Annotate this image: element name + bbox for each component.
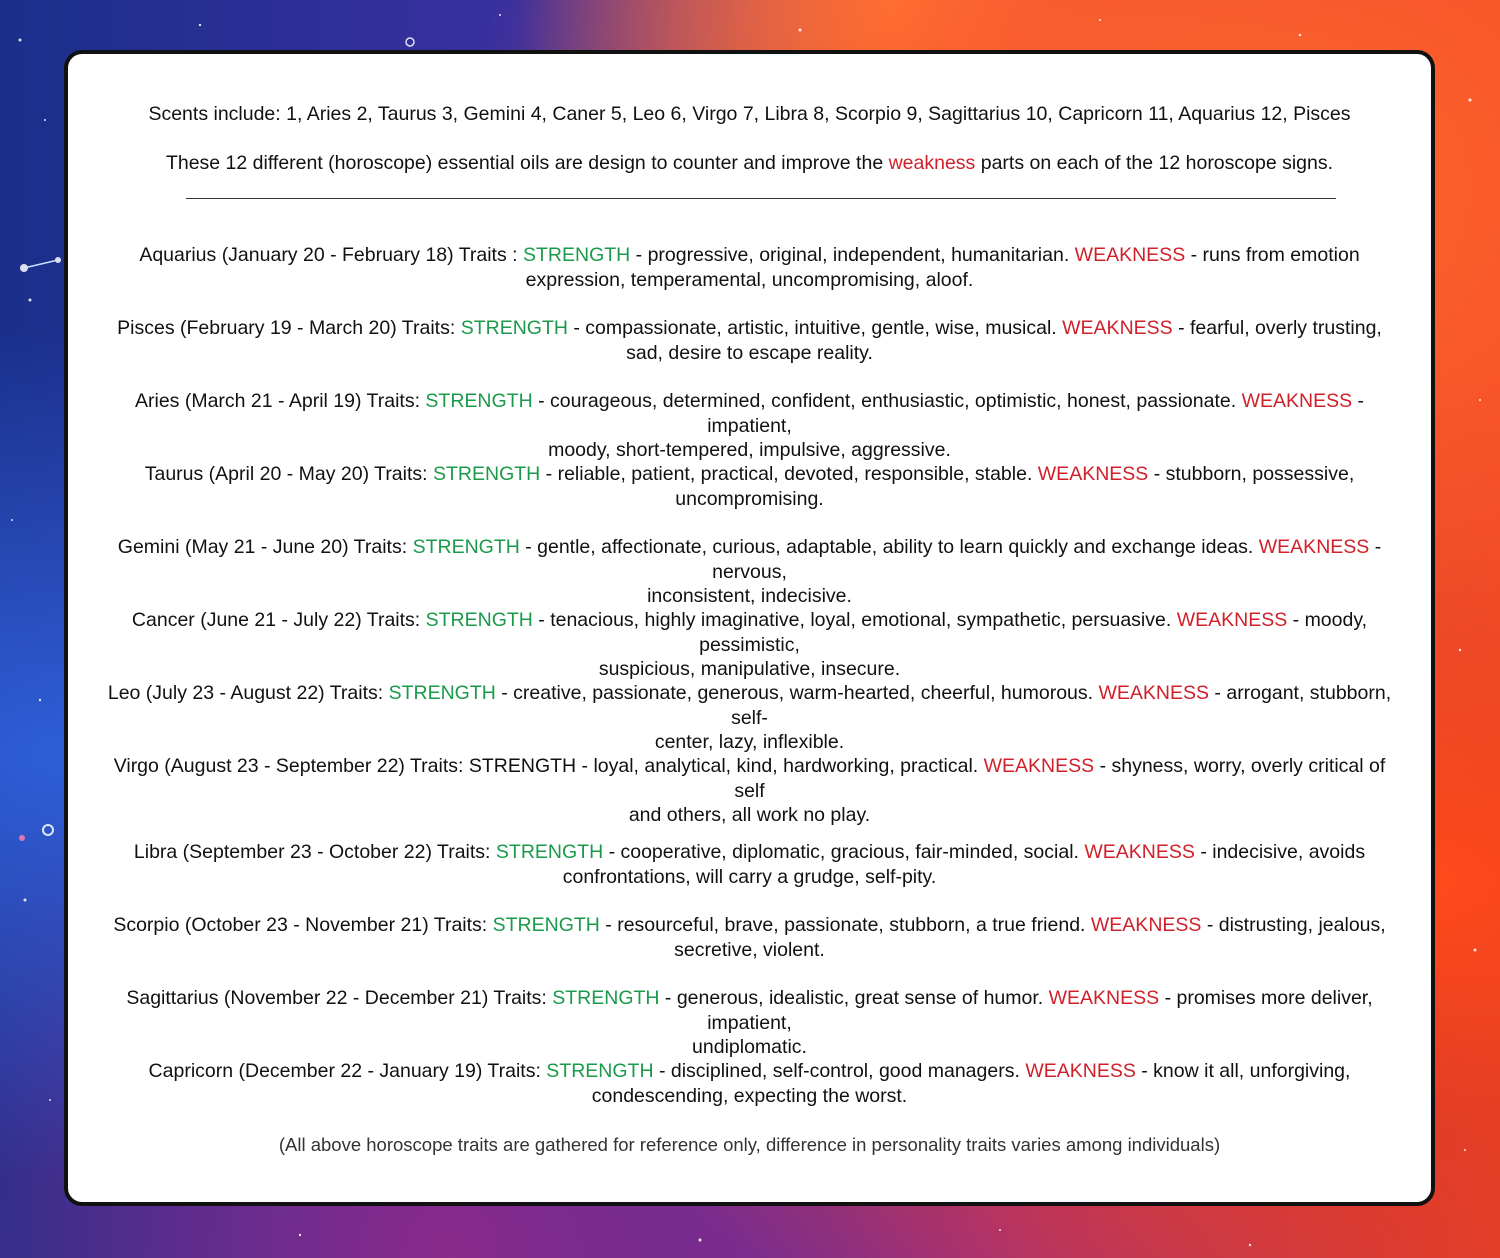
weakness-traits: - stubborn, possessive, — [1148, 463, 1355, 485]
strength-traits: - courageous, determined, confident, enthusiastic, optimistic, honest, passionate. — [532, 390, 1242, 412]
strength-label: STRENGTH — [552, 987, 660, 1009]
scents-list: Scents include: 1, Aries 2, Taurus 3, Gemini 4, Caner 5, Leo 6, Virgo 7, Libra 8, Scorpio 9, Sagittarius 10, Capricorn 11, Aquarius 12, Pisces — [148, 103, 1351, 125]
weakness-label: WEAKNESS — [1176, 609, 1288, 631]
strength-label: STRENGTH — [388, 682, 496, 704]
disclaimer-footnote: (All above horoscope traits are gathered for reference only, difference in personality traits varies among individuals) — [278, 1134, 1221, 1155]
sign-entry — [98, 681, 1401, 755]
weakness-label: WEAKNESS — [1090, 914, 1202, 936]
sign-traits-continuation: secretive, violent. — [674, 938, 825, 961]
sign-traits-continuation: confrontations, will carry a grudge, self-pity. — [562, 865, 937, 888]
sign-header: Aries (March 21 - April 19) Traits: — [134, 390, 426, 412]
sign-traits-continuation: suspicious, manipulative, insecure. — [598, 658, 901, 680]
strength-label: STRENGTH — [468, 755, 577, 777]
weakness-traits: - fearful, overly trusting, — [1172, 317, 1382, 339]
sign-header: Virgo (August 23 - September 22) Traits: — [113, 755, 469, 777]
oils-description: These 12 different (horoscope) essential oils are design to counter and improve the weakness parts on each of the 12 horoscope signs. — [165, 152, 1334, 174]
weakness-label: WEAKNESS — [1074, 244, 1186, 266]
sign-header: Sagittarius (November 22 - December 21) Traits: — [126, 987, 553, 1009]
sign-entry — [98, 986, 1401, 1060]
strength-label: STRENGTH — [412, 536, 520, 558]
weakness-traits: - runs from emotion — [1185, 244, 1360, 266]
sign-traits-line — [98, 754, 1401, 803]
sign-header: Leo (July 23 - August 22) Traits: — [107, 682, 389, 704]
sign-traits-line — [98, 389, 1401, 438]
weakness-highlight: weakness — [888, 152, 976, 174]
sign-entry — [98, 608, 1401, 682]
sign-entry — [98, 389, 1401, 463]
sign-entry — [98, 462, 1401, 511]
strength-traits: - resourceful, brave, passionate, stubborn, a true friend. — [599, 914, 1091, 936]
weakness-label: WEAKNESS — [1048, 987, 1160, 1009]
sign-traits-line — [98, 681, 1401, 730]
strength-label: STRENGTH — [433, 463, 541, 485]
sign-traits-line — [98, 462, 1401, 487]
weakness-traits: - moody, pessimistic, — [699, 609, 1368, 656]
weakness-label: WEAKNESS — [983, 755, 1095, 777]
weakness-traits: - impatient, — [707, 390, 1365, 437]
sign-traits-continuation: and others, all work no play. — [628, 804, 871, 826]
weakness-traits: - nervous, — [712, 536, 1382, 583]
weakness-label: WEAKNESS — [1098, 682, 1210, 704]
strength-traits: - tenacious, highly imaginative, loyal, emotional, sympathetic, persuasive. — [532, 609, 1177, 631]
weakness-traits: - shyness, worry, overly critical of self — [734, 755, 1386, 802]
sign-traits-continuation: inconsistent, indecisive. — [647, 585, 852, 607]
info-panel — [64, 50, 1435, 1206]
sign-entry — [98, 913, 1401, 962]
sign-header: Pisces (February 19 - March 20) Traits: — [117, 317, 461, 339]
strength-traits: - creative, passionate, generous, warm-hearted, cheerful, humorous. — [495, 682, 1099, 704]
sign-traits-continuation: expression, temperamental, uncompromising, aloof. — [525, 268, 974, 291]
weakness-label: WEAKNESS — [1025, 1060, 1136, 1082]
weakness-traits: - distrusting, jealous, — [1201, 914, 1386, 936]
weakness-traits: - promises more deliver, impatient, — [707, 987, 1373, 1034]
sign-traits-line — [98, 840, 1401, 865]
weakness-label: WEAKNESS — [1241, 390, 1353, 412]
strength-label: STRENGTH — [495, 841, 604, 863]
strength-label: STRENGTH — [522, 244, 631, 266]
strength-traits: - loyal, analytical, kind, hardworking, practical. — [576, 755, 984, 777]
sign-traits-line — [98, 608, 1401, 657]
sign-entry — [98, 316, 1401, 365]
strength-traits: - generous, idealistic, great sense of humor. — [659, 987, 1049, 1009]
strength-traits: - gentle, affectionate, curious, adaptable, ability to learn quickly and exchange ideas. — [519, 536, 1259, 558]
strength-traits: - progressive, original, independent, humanitarian. — [630, 244, 1075, 266]
sign-traits-continuation: undiplomatic. — [692, 1036, 807, 1058]
sign-traits-continuation: center, lazy, inflexible. — [654, 731, 845, 753]
strength-traits: - reliable, patient, practical, devoted, responsible, stable. — [540, 463, 1038, 485]
sign-traits-line — [98, 1059, 1401, 1084]
sign-header: Cancer (June 21 - July 22) Traits: — [131, 609, 426, 631]
sign-header: Gemini (May 21 - June 20) Traits: — [117, 536, 413, 558]
sign-entry — [98, 840, 1401, 889]
section-divider — [186, 198, 1336, 199]
sign-traits-line — [98, 243, 1401, 268]
sign-header: Capricorn (December 22 - January 19) Traits: — [148, 1060, 547, 1082]
sign-header: Libra (September 23 - October 22) Traits: — [133, 841, 496, 863]
sign-traits-continuation: condescending, expecting the worst. — [591, 1084, 908, 1107]
sign-traits-continuation: moody, short-tempered, impulsive, aggressive. — [548, 439, 951, 461]
strength-label: STRENGTH — [492, 914, 600, 936]
strength-traits: - cooperative, diplomatic, gracious, fair-minded, social. — [603, 841, 1085, 863]
sign-header: Aquarius (January 20 - February 18) Traits : — [139, 244, 523, 266]
sign-header: Taurus (April 20 - May 20) Traits: — [144, 463, 433, 485]
sign-entry — [98, 754, 1401, 828]
sign-traits-line — [98, 316, 1401, 341]
sign-entry — [98, 535, 1401, 609]
weakness-traits: - arrogant, stubborn, self- — [731, 682, 1392, 729]
weakness-label: WEAKNESS — [1062, 317, 1173, 339]
sign-header: Scorpio (October 23 - November 21) Traits: — [113, 914, 493, 936]
sign-traits-line — [98, 535, 1401, 584]
sign-traits-line — [98, 913, 1401, 938]
strength-label: STRENGTH — [425, 390, 533, 412]
strength-traits: - compassionate, artistic, intuitive, gentle, wise, musical. — [567, 317, 1063, 339]
weakness-traits: - indecisive, avoids — [1194, 841, 1366, 863]
strength-label: STRENGTH — [546, 1060, 654, 1082]
strength-traits: - disciplined, self-control, good managers. — [653, 1060, 1026, 1082]
strength-label: STRENGTH — [425, 609, 533, 631]
weakness-traits: - know it all, unforgiving, — [1135, 1060, 1351, 1082]
sign-entry — [98, 1059, 1401, 1108]
sign-traits-continuation: uncompromising. — [675, 487, 824, 510]
sign-traits-line — [98, 986, 1401, 1035]
weakness-label: WEAKNESS — [1037, 463, 1149, 485]
weakness-label: WEAKNESS — [1084, 841, 1195, 863]
strength-label: STRENGTH — [460, 317, 568, 339]
sign-traits-continuation: sad, desire to escape reality. — [626, 341, 873, 364]
weakness-label: WEAKNESS — [1258, 536, 1370, 558]
sign-entry — [98, 243, 1401, 292]
